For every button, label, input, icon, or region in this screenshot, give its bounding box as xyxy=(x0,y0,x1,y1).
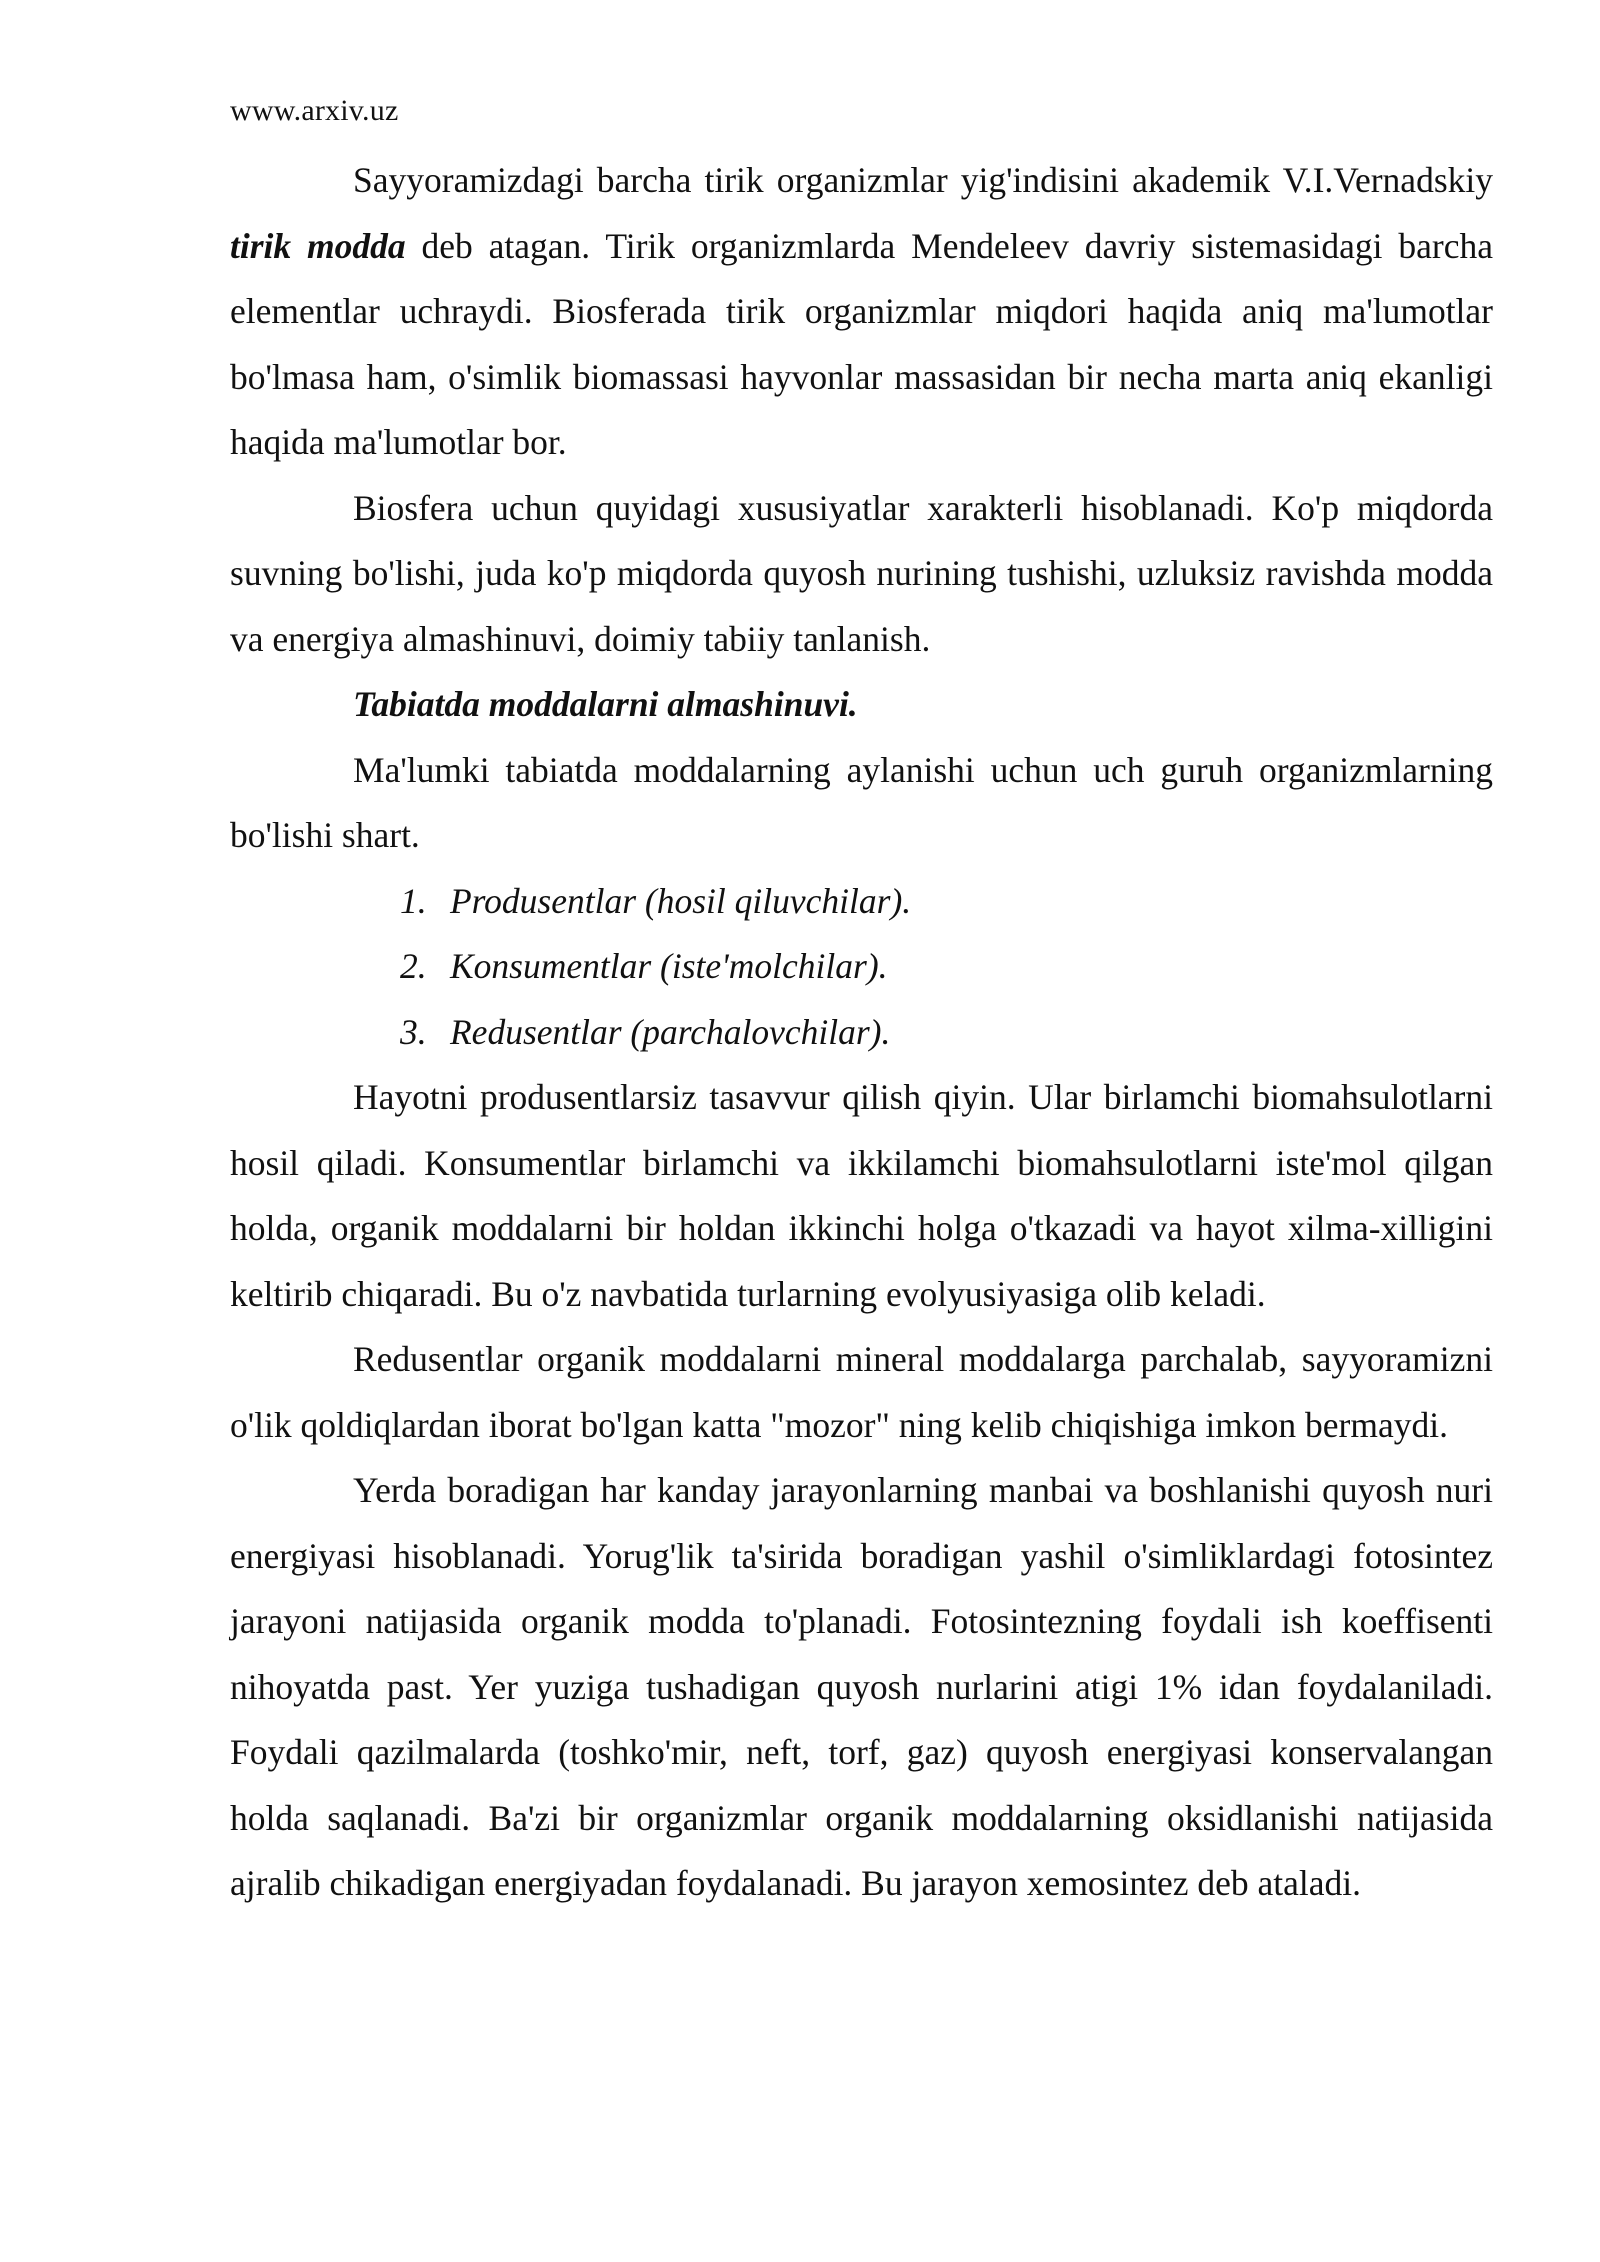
list-item xyxy=(230,869,1493,935)
document-body xyxy=(230,148,1493,1917)
paragraph-producers: Hayotni produsentlarsiz tasavvur qilish qiyin. Ular birlamchi biomahsulotlarni hosil qiladi. Konsumentlar birlamchi va ikkilamchi biomahsulotlarni iste'mol qilgan holda, organik moddalarni bir holdan ikkinchi holga o'tkazadi va hayot xilma-xilligini keltirib chiqaradi. Bu o'z navbatida turlarning evolyusiyasiga olib keladi. xyxy=(230,1077,1493,1314)
emphasis-term: tirik modda xyxy=(230,225,406,266)
section-heading: Tabiatda moddalarni almashinuvi. xyxy=(353,684,858,724)
list-text: Konsumentlar (iste'molchilar). xyxy=(450,946,888,986)
list-number: 2. xyxy=(400,946,427,986)
paragraph-solar-energy: Yerda boradigan har kanday jarayonlarning manbai va boshlanishi quyosh nuri energiyasi hisoblanadi. Yorug'lik ta'sirida boradigan yashil o'simliklardagi fotosintez jarayoni natijasida organik modda to'planadi. Fotosintezning foydali ish koeffisenti nihoyatda past. Yer yuziga tushadigan quyosh nurlarini atigi 1% idan foydalaniladi. Foydali qazilmalarda (toshko'mir, neft, torf, gaz) quyosh energiyasi konservalangan holda saqlanadi. Ba'zi bir organizmlar organik moddalarning oksidlanishi natijasida ajralib chikadigan energiyadan foydalanadi. Bu jarayon xemosintez deb ataladi. xyxy=(230,1470,1493,1903)
paragraph-text: deb atagan. Tirik organizmlarda Mendeleev davriy sistemasidagi barcha elementlar uchraydi. Biosferada tirik organizmlar miqdori haqida aniq ma'lumotlar bo'lmasa ham, o'simlik biomassasi hayvonlar massasidan bir necha marta aniq ekanligi haqida ma'lumotlar bor. xyxy=(230,225,1493,462)
paragraph-text: Sayyoramizdagi barcha tirik organizmlar yig'indisini akademik V.I.Vernadskiy xyxy=(353,160,1493,200)
list-number: 3. xyxy=(400,1011,427,1052)
paragraph-reducers: Redusentlar organik moddalarni mineral moddalarga parchalab, sayyoramizni o'lik qoldiqlardan iborat bo'lgan katta "mozor" ning kelib chiqishiga imkon bermaydi. xyxy=(230,1339,1493,1445)
list-item xyxy=(230,1000,1493,1066)
list-text: Redusentlar (parchalovchilar). xyxy=(450,1011,891,1052)
organism-groups-list xyxy=(230,869,1493,1066)
list-item xyxy=(230,934,1493,1000)
list-text: Produsentlar (hosil qiluvchilar). xyxy=(450,880,912,921)
paragraph-vernadskiy xyxy=(230,148,1493,476)
list-number: 1. xyxy=(400,880,427,921)
header-url: www.arxiv.uz xyxy=(230,94,399,127)
paragraph-biosphere-features: Biosfera uchun quyidagi xususiyatlar xarakterli hisoblanadi. Ko'p miqdorda suvning bo'lishi, juda ko'p miqdorda quyosh nurining tushishi, uzluksiz ravishda modda va energiya almashinuvi, doimiy tabiiy tanlanish. xyxy=(230,487,1493,659)
paragraph-three-groups: Ma'lumki tabiatda moddalarning aylanishi uchun uch guruh organizmlarning bo'lishi shart. xyxy=(230,749,1493,855)
